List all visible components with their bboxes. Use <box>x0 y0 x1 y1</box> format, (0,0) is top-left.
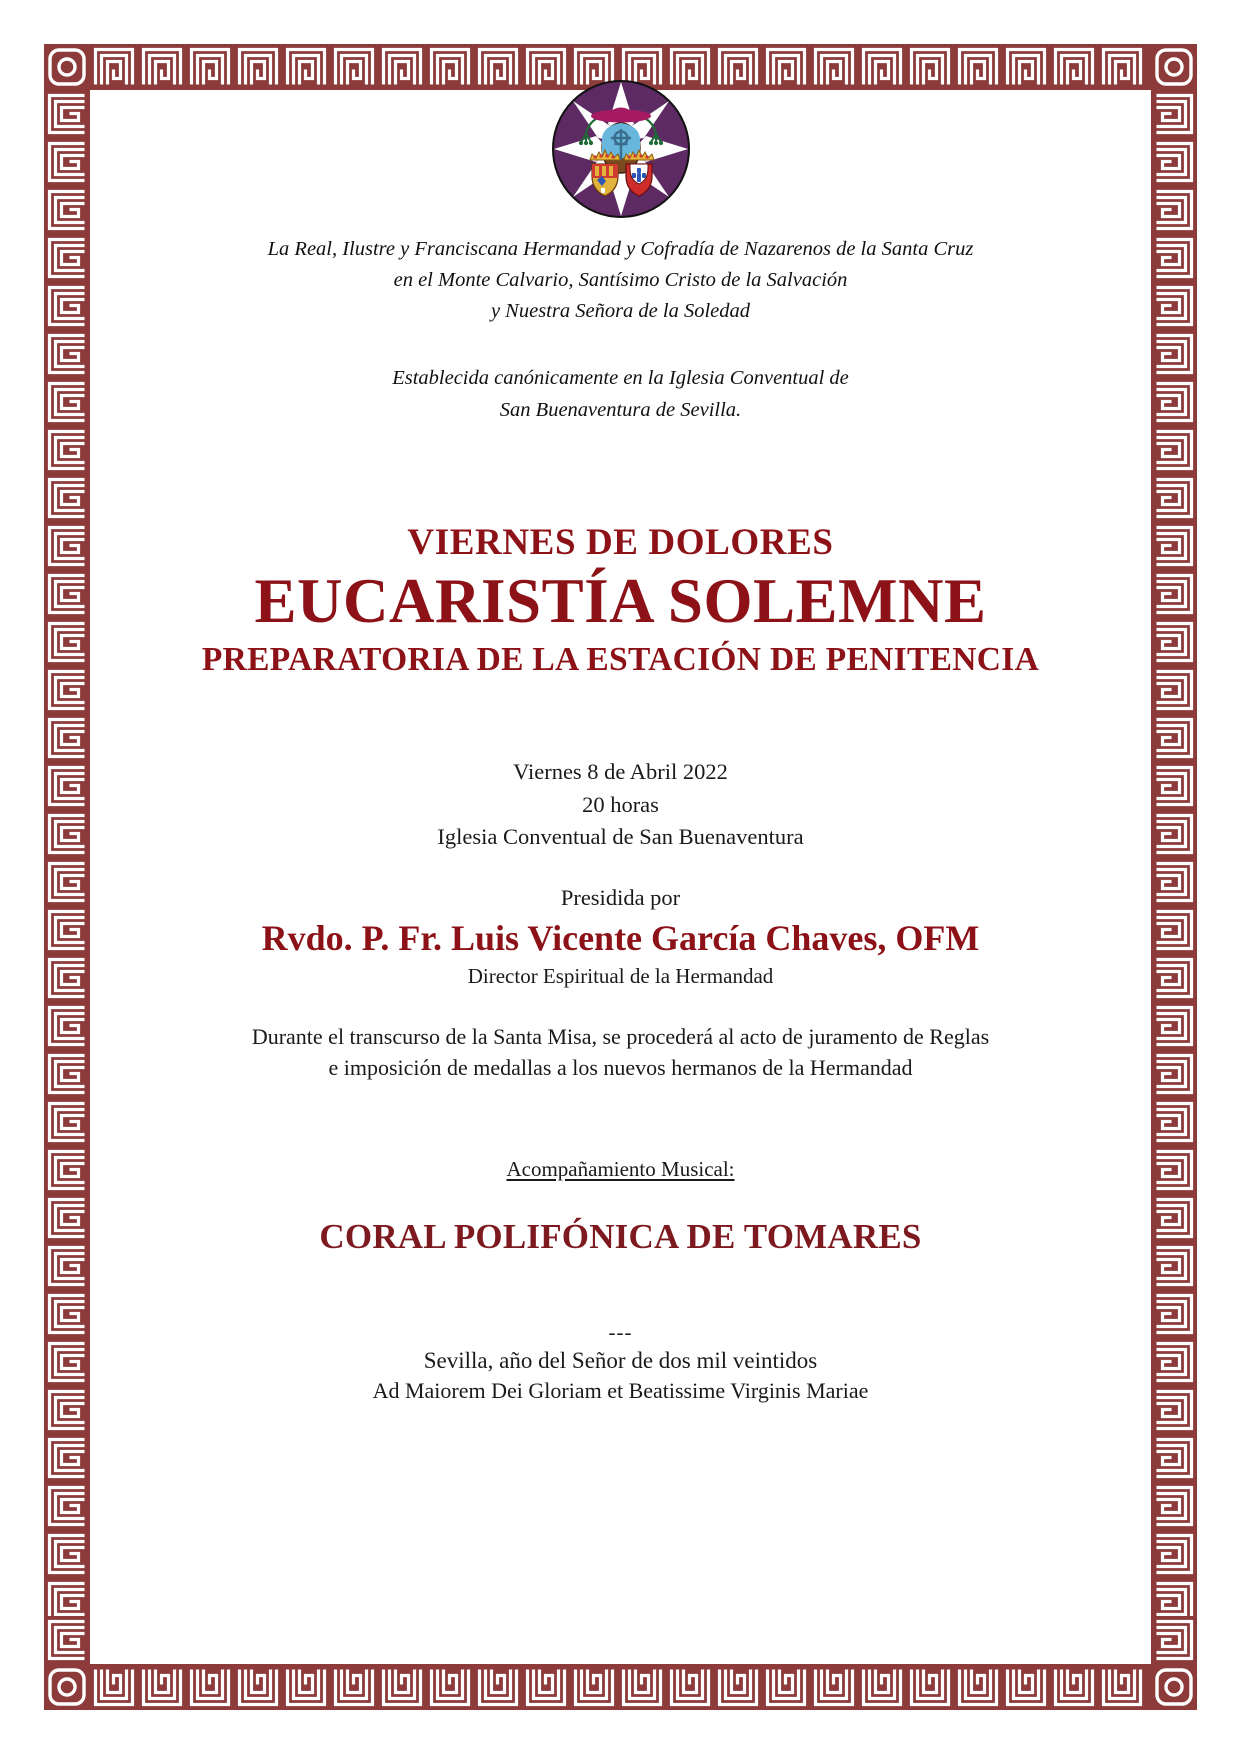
border-left <box>44 90 90 1664</box>
event-date: Viernes 8 de Abril 2022 <box>513 759 728 785</box>
hermandad-name-line-2: en el Monte Calvario, Santísimo Cristo de la Salvación <box>393 269 848 292</box>
event-details <box>110 756 1131 853</box>
presided-by-label: Presidida por <box>560 884 681 910</box>
footer-latin-motto: Ad Maiorem Dei Gloriam et Beatissime Virginis Mariae <box>372 1378 869 1404</box>
event-venue: Iglesia Conventual de San Buenaventura <box>437 824 804 850</box>
ceremony-note-line-1: Durante el transcurso de la Santa Misa, se procederá al acto de juramento de Reglas <box>251 1023 990 1049</box>
border-right <box>1151 90 1197 1664</box>
hermandad-name-line-3: y Nuestra Señora de la Soledad <box>490 300 751 323</box>
event-time: 20 horas <box>582 791 659 817</box>
presider-block <box>110 882 1131 991</box>
poster-content <box>110 78 1131 1634</box>
presider-name: Rvdo. P. Fr. Luis Vicente García Chaves, OFM <box>261 918 980 959</box>
music-block <box>110 1157 1131 1258</box>
footer-place-year: Sevilla, año del Señor de dos mil veintidos <box>423 1348 818 1374</box>
border-bottom <box>44 1664 1197 1710</box>
ceremony-note-line-2: e imposición de medallas a los nuevos hermanos de la Hermandad <box>328 1054 913 1080</box>
title-block <box>110 522 1131 681</box>
presider-role: Director Espiritual de la Hermandad <box>467 964 774 989</box>
music-ensemble-name: CORAL POLIFÓNICA DE TOMARES <box>319 1217 922 1257</box>
establishment-line-2: San Buenaventura de Sevilla. <box>499 398 742 421</box>
establishment-line-1: Establecida canónicamente en la Iglesia Conventual de <box>392 367 849 390</box>
ceremony-note <box>110 1021 1131 1083</box>
footer-block <box>110 1320 1131 1406</box>
canonical-establishment <box>110 363 1131 425</box>
footer-divider: --- <box>608 1320 633 1345</box>
music-label: Acompañamiento Musical: <box>506 1157 735 1182</box>
page-title: EUCARISTÍA SOLEMNE <box>254 566 987 637</box>
hermandad-name <box>110 234 1131 327</box>
title-eyebrow: VIERNES DE DOLORES <box>407 521 834 563</box>
hermandad-name-line-1: La Real, Ilustre y Franciscana Hermandad y Cofradía de Nazarenos de la Santa Cruz <box>267 238 974 260</box>
hermandad-emblem-icon <box>550 78 692 220</box>
title-subtitle: PREPARATORIA DE LA ESTACIÓN DE PENITENCIA <box>201 641 1040 679</box>
